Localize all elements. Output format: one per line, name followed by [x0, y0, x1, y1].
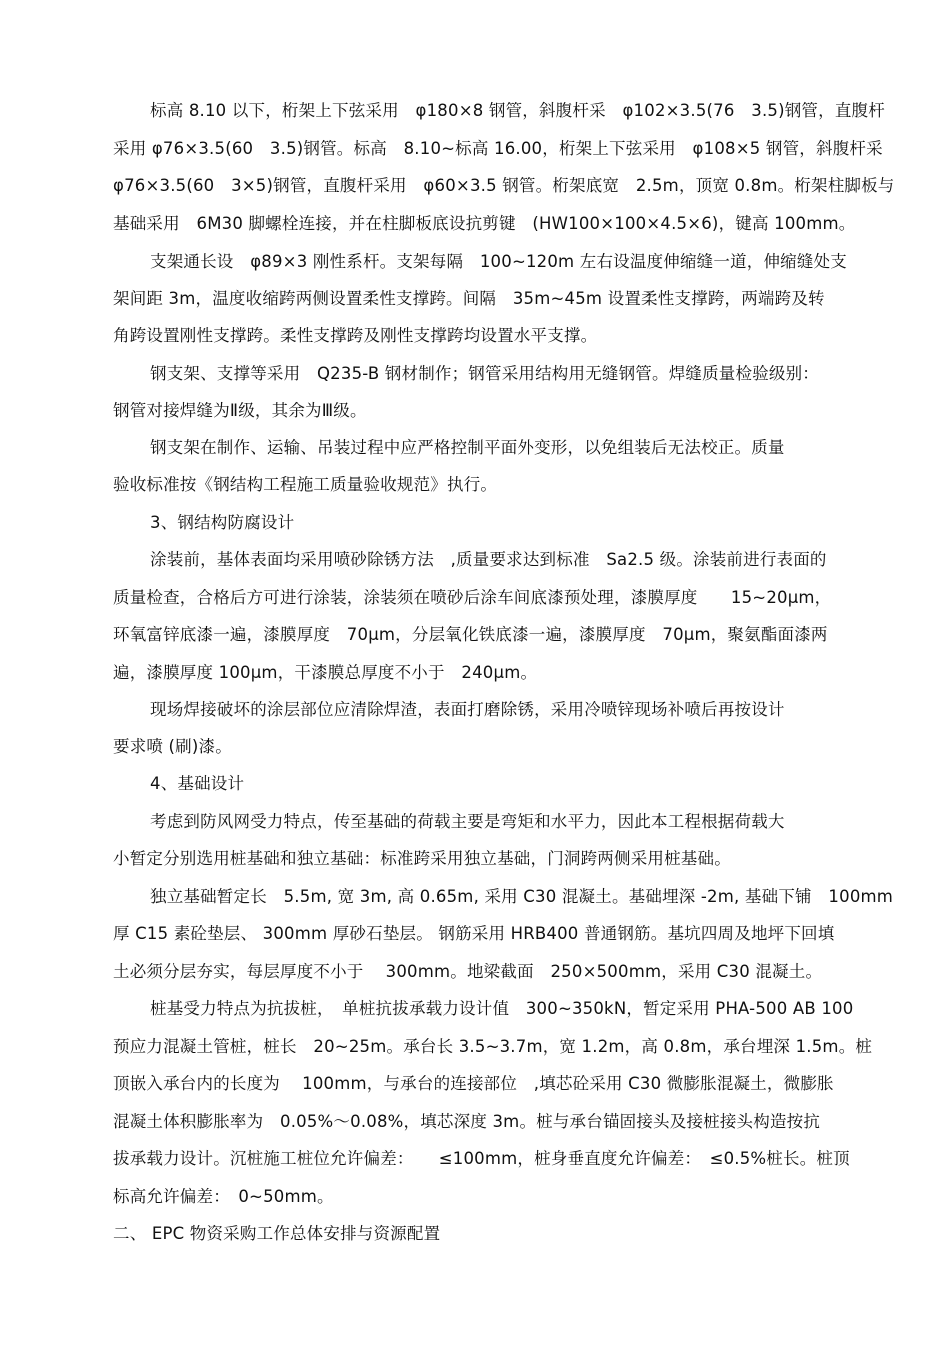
text-line: 现场焊接破坏的涂层部位应清除焊渣，表面打磨除锈，采用冷喷锌现场补喷后再按设计: [150, 700, 785, 719]
text-line: 小暂定分别选用桩基础和独立基础：标准跨采用独立基础，门洞跨两侧采用桩基础。: [113, 849, 731, 868]
text-line: 钢支架、支撑等采用 Q235-B 钢材制作；钢管采用结构用无缝钢管。焊缝质量检验级别：: [150, 364, 820, 383]
text-line: 土必须分层夯实，每层厚度不小于 300mm。地梁截面 250×500mm，采用 C30 混凝土。: [113, 962, 823, 981]
section-heading: 3、钢结构防腐设计: [150, 513, 295, 532]
text-line: 考虑到防风网受力特点，传至基础的荷载主要是弯矩和水平力，因此本工程根据荷载大: [150, 812, 785, 831]
text-line: 混凝土体积膨胀率为 0.05%～0.08%，填芯深度 3m。桩与承台锚固接头及接桩接头构造按抗: [113, 1112, 821, 1131]
text-line: 顶嵌入承台内的长度为 100mm，与承台的连接部位 ,填芯砼采用 C30 微膨胀混凝土，微膨胀: [113, 1074, 834, 1093]
section-heading: 4、基础设计: [150, 774, 245, 793]
text-line: 基础采用 6M30 脚螺栓连接，并在柱脚板底设抗剪键 (HW100×100×4.5×6)，键高 100mm。: [113, 214, 856, 233]
text-line: 环氧富锌底漆一遍，漆膜厚度 70μm，分层氧化铁底漆一遍，漆膜厚度 70μm，聚氨酯面漆两: [113, 625, 828, 644]
text-line: 涂装前，基体表面均采用喷砂除锈方法 ,质量要求达到标准 Sa2.5 级。涂装前进行表面的: [150, 550, 827, 569]
text-line: 遍，漆膜厚度 100μm，干漆膜总厚度不小于 240μm。: [113, 663, 538, 682]
text-line: 架间距 3m，温度收缩跨两侧设置柔性支撑跨。间隔 35m~45m 设置柔性支撑跨，两端跨及转: [113, 289, 825, 308]
chapter-heading: 二、 EPC 物资采购工作总体安排与资源配置: [113, 1224, 441, 1243]
text-line: 钢支架在制作、运输、吊装过程中应严格控制平面外变形，以免组装后无法校正。质量: [150, 438, 785, 457]
text-line: 预应力混凝土管桩，桩长 20~25m。承台长 3.5~3.7m，宽 1.2m，高 0.8m，承台埋深 1.5m。桩: [113, 1037, 873, 1056]
text-line: 独立基础暂定长 5.5m, 宽 3m, 高 0.65m, 采用 C30 混凝土。基础埋深 -2m, 基础下铺 100mm: [150, 887, 894, 906]
text-line: 标高允许偏差： 0~50mm。: [113, 1187, 334, 1206]
text-line: 支架通长设 φ89×3 刚性系杆。支架每隔 100~120m 左右设温度伸缩缝一道，伸缩缝处支: [150, 252, 847, 271]
text-line: 标高 8.10 以下，桁架上下弦采用 φ180×8 钢管，斜腹杆采 φ102×3.5(76 3.5)钢管，直腹杆: [150, 101, 885, 120]
text-line: 采用 φ76×3.5(60 3.5)钢管。标高 8.10~标高 16.00，桁架上下弦采用 φ108×5 钢管，斜腹杆采: [113, 139, 883, 158]
text-line: 桩基受力特点为抗拔桩， 单桩抗拔承载力设计值 300~350kN，暂定采用 PHA-500 AB 100: [150, 999, 854, 1018]
text-line: φ76×3.5(60 3×5)钢管，直腹杆采用 φ60×3.5 钢管。桁架底宽 2.5m，顶宽 0.8m。桁架柱脚板与: [113, 176, 895, 195]
text-line: 质量检查，合格后方可进行涂装，涂装须在喷砂后涂车间底漆预处理，漆膜厚度 15~20μm，: [113, 588, 832, 607]
text-line: 拔承载力设计。沉桩施工桩位允许偏差： ≤100mm，桩身垂直度允许偏差： ≤0.5%桩长。桩顶: [113, 1149, 850, 1168]
text-line: 要求喷 (刷)漆。: [113, 737, 232, 756]
text-line: 验收标准按《钢结构工程施工质量验收规范》执行。: [113, 475, 498, 494]
text-line: 角跨设置刚性支撑跨。柔性支撑跨及刚性支撑跨均设置水平支撑。: [113, 326, 598, 345]
text-line: 厚 C15 素砼垫层、 300mm 厚砂石垫层。 钢筋采用 HRB400 普通钢筋。基坑四周及地坪下回填: [113, 924, 835, 943]
text-line: 钢管对接焊缝为Ⅱ级，其余为Ⅲ级。: [113, 401, 367, 420]
